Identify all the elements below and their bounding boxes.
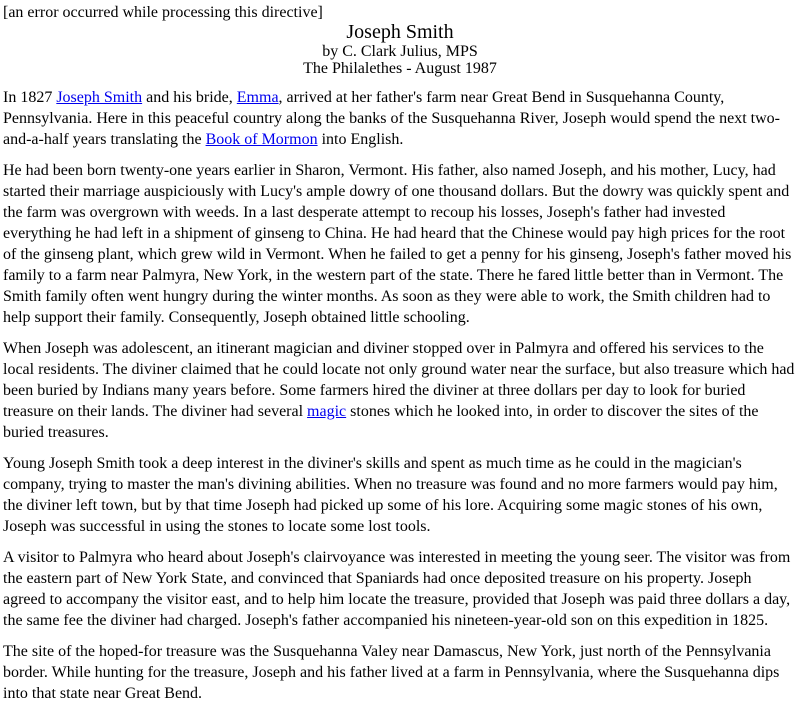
body-text: He had been born twenty-one years earlier in Sharon, Vermont. His father, also named Joseph, and his mother, Lucy, had started their marriage auspiciously with Lucy's ample dowry of one thousand dollars. But the dowry was quickly spent and the farm was overgrown with weeds. In a last desperate attempt to recoup his losses, Joseph's father had invested everything he had left in a shipment of ginseng to China. He had heard that the Chinese would pay high prices for the root of the ginseng plant, which grew wild in Vermont. When he failed to get a penny for his ginseng, Joseph's father moved his family to a farm near Palmyra, New York, in the western part of the state. There he fared little better than in Vermont. The Smith family often went hungry during the winter months. As soon as they were able to work, the Smith children had to help support their family. Consequently, Joseph obtained little schooling. (3, 162, 792, 326)
body-text: In 1827 (3, 89, 57, 106)
article-page (3, 5, 797, 704)
article-body (3, 87, 797, 704)
link-magic[interactable]: magic (307, 403, 347, 420)
body-text: stones which he looked into, in order to discover the sites of the buried treasures. (3, 403, 759, 441)
paragraph (3, 547, 797, 631)
link-book-of-mormon[interactable]: Book of Mormon (205, 131, 318, 148)
body-text: A visitor to Palmyra who heard about Joseph's clairvoyance was interested in meeting the young seer. The visitor was from the eastern part of New York State, and convinced that Spaniards had once deposited treasure on his property. Joseph agreed to accompany the visitor east, and to help him locate the treasure, provided that Joseph was paid three dollars a day, the same fee the diviner had charged. Joseph's father accompanied his nineteen-year-old son on this expedition in 1825. (3, 549, 791, 629)
paragraph (3, 160, 797, 328)
byline: by C. Clark Julius, MPS (322, 43, 478, 60)
article-header (3, 22, 797, 77)
page-title: Joseph Smith (346, 21, 454, 43)
paragraph (3, 641, 797, 704)
body-text: When Joseph was adolescent, an itinerant magician and diviner stopped over in Palmyra and offered his services to the local residents. The diviner claimed that he could locate not only ground water near the surface, but also treasure which had been buried by Indians many years before. Some farmers hired the diviner at three dollars per day to look for buried treasure on their lands. The diviner had several (3, 340, 795, 420)
paragraph (3, 338, 797, 443)
ssi-error-message: [an error occurred while processing this directive] (3, 4, 323, 21)
body-text: and his bride, (142, 89, 237, 106)
body-text: Young Joseph Smith took a deep interest in the diviner's skills and spent as much time as he could in the magician's company, trying to master the man's divining abilities. When no treasure was found and no more farmers would pay him, the diviner left town, but by that time Joseph had picked up some of his lore. Acquiring some magic stones of his own, Joseph was successful in using the stones to locate some lost tools. (3, 455, 778, 535)
publication-line: The Philalethes - August 1987 (303, 60, 497, 77)
paragraph (3, 453, 797, 537)
paragraph (3, 87, 797, 150)
body-text: The site of the hoped-for treasure was the Susquehanna Valey near Damascus, New York, just north of the Pennsylvania border. While hunting for the treasure, Joseph and his father lived at a farm in Pennsylvania, where the Susquehanna dips into that state near Great Bend. (3, 643, 780, 702)
body-text: into English. (317, 131, 404, 148)
body-text: , arrived at her father's farm near Great Bend in Susquehanna County, Pennsylvania. Here in this peaceful country along the banks of the Susquehanna River, Joseph would spend the next two-and-a-half years translating the (3, 89, 780, 148)
link-joseph-smith[interactable]: Joseph Smith (56, 89, 143, 106)
link-emma[interactable]: Emma (236, 89, 279, 106)
